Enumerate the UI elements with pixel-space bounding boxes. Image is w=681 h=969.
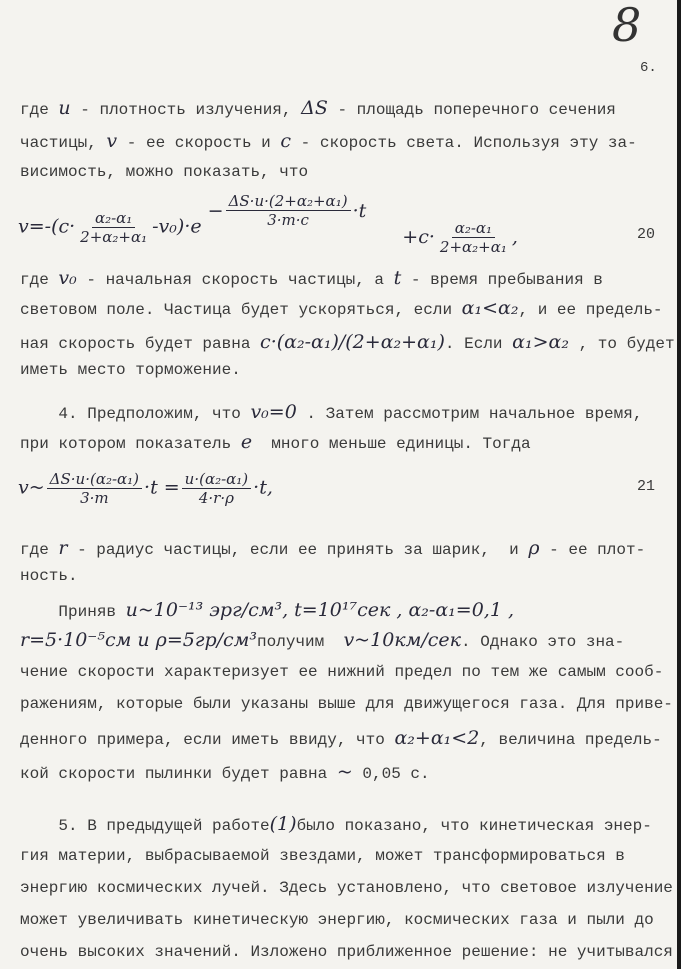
typed-text: где xyxy=(20,101,59,119)
typed-text: - площадь поперечного сечения xyxy=(327,101,616,119)
typed-text: . Если xyxy=(444,335,513,353)
text-line xyxy=(20,298,663,320)
typed-text: . Однако это зна- xyxy=(461,633,625,651)
formula-part: ·t, xyxy=(253,476,273,499)
numerator: u·(α₂-α₁) xyxy=(182,470,252,489)
typed-text: , то будет xyxy=(568,335,675,353)
formula-part: -v₀)·e xyxy=(152,215,202,238)
text-line xyxy=(20,762,430,784)
typed-text: частицы, xyxy=(20,134,107,152)
numerator: ΔS·u·(2+α₂+α₁) xyxy=(226,192,351,211)
typed-text: много меньше единицы. Тогда xyxy=(252,435,531,453)
formula-20 xyxy=(18,192,518,256)
handwritten-math: (1) xyxy=(269,813,297,835)
text-line xyxy=(20,566,78,586)
text-line xyxy=(20,98,616,120)
numerator: ΔS·u·(α₂-α₁) xyxy=(47,470,142,489)
text-line xyxy=(20,332,675,354)
handwritten-math: r xyxy=(58,537,68,559)
typed-text: получим xyxy=(257,633,344,651)
handwritten-math: e xyxy=(240,431,253,453)
denominator: 4·r·ρ xyxy=(198,489,234,507)
handwritten-math: u~10⁻¹³ эрг/см³, t=10¹⁷сек , α₂-α₁=0,1 , xyxy=(125,599,515,621)
typed-text: , и ее предель- xyxy=(518,301,663,319)
typed-text: 0,05 с. xyxy=(352,765,430,783)
text-line xyxy=(20,268,603,290)
equation-number-21: 21 xyxy=(637,478,656,495)
handwritten-math: α₁>α₂ xyxy=(512,331,569,353)
typed-text: световом поле. Частица будет ускоряться, если xyxy=(20,301,462,319)
handwritten-math: c xyxy=(280,130,292,152)
denominator: 2+α₂+α₁ xyxy=(80,228,148,246)
typed-text: чение скорости характеризует ее нижний предел по тем же самым сооб- xyxy=(20,663,664,681)
typed-text: - плотность излучения, xyxy=(70,101,302,119)
text-line xyxy=(20,600,514,622)
text-line xyxy=(20,432,531,454)
text-line xyxy=(20,131,637,153)
formula-tail xyxy=(402,219,518,256)
handwritten-math: v~10км/сек xyxy=(343,629,462,651)
handwritten-math: v₀=0 xyxy=(250,401,297,423)
text-line xyxy=(20,694,673,714)
text-line xyxy=(20,630,624,652)
page-number: 6. xyxy=(640,60,657,76)
minus-sign: − xyxy=(207,199,224,222)
formula-part: , xyxy=(511,225,518,248)
exponent xyxy=(208,192,367,229)
handwritten-math: u xyxy=(58,97,71,119)
typed-text: очень высоких значений. Изложено приближенное решение: не учитывался xyxy=(20,943,673,961)
numerator: α₂-α₁ xyxy=(452,219,495,238)
typed-text: было показано, что кинетическая энер- xyxy=(296,817,652,835)
typed-text: ражениям, которые были указаны выше для движущегося газа. Для приве- xyxy=(20,695,673,713)
text-line xyxy=(20,360,241,380)
formula-part: v~ xyxy=(18,476,45,499)
typed-text: при котором показатель xyxy=(20,435,241,453)
typed-text: энергию космических лучей. Здесь установлено, что световое излучение xyxy=(20,879,673,897)
handwritten-math: t xyxy=(393,267,402,289)
fraction xyxy=(77,209,150,246)
typed-text: денного примера, если иметь ввиду, что xyxy=(20,731,395,749)
denominator: 3·m·c xyxy=(267,211,309,229)
fraction xyxy=(226,192,351,229)
typed-text: 4. Предположим, что xyxy=(20,405,251,423)
typed-text: ная скорость будет равна xyxy=(20,335,261,353)
text-line xyxy=(20,162,308,182)
text-line xyxy=(20,846,625,866)
typed-text: ность. xyxy=(20,567,78,585)
text-line xyxy=(20,662,663,682)
handwritten-page-number: 8 xyxy=(612,0,642,52)
typed-text: - время пребывания в xyxy=(401,271,603,289)
numerator: α₂-α₁ xyxy=(92,209,135,228)
handwritten-math: v xyxy=(106,130,118,152)
formula-21 xyxy=(18,470,273,507)
equation-number-20: 20 xyxy=(637,226,656,243)
formula-part: +c· xyxy=(402,225,435,248)
typed-text: Приняв xyxy=(20,603,126,621)
typed-text: - начальная скорость частицы, а xyxy=(76,271,394,289)
text-line xyxy=(20,878,673,898)
typed-text: иметь место торможение. xyxy=(20,361,241,379)
handwritten-math: v₀ xyxy=(58,267,77,289)
typed-text: гия материи, выбрасываемой звездами, может трансформироваться в xyxy=(20,847,625,865)
handwritten-math: ΔS xyxy=(301,97,328,119)
handwritten-math: α₁<α₂ xyxy=(461,297,519,319)
text-line xyxy=(20,538,645,560)
text-line xyxy=(20,942,673,962)
text-line xyxy=(20,910,654,930)
denominator: 3·m xyxy=(80,489,109,507)
fraction xyxy=(182,470,252,507)
formula-part: ·t = xyxy=(144,476,180,499)
typed-text: - скорость света. Используя эту за- xyxy=(291,134,637,152)
formula-part: ·t xyxy=(352,199,367,222)
scan-edge xyxy=(677,0,681,969)
typed-text: - ее плот- xyxy=(539,541,646,559)
typed-text: висимость, можно показать, что xyxy=(20,163,309,181)
typed-text: - радиус частицы, если ее принять за шарик, и xyxy=(67,541,529,559)
denominator: 2+α₂+α₁ xyxy=(439,238,507,256)
typed-text: где xyxy=(20,271,59,289)
typed-text: - ее скорость и xyxy=(117,134,281,152)
handwritten-math: α₂+α₁<2 xyxy=(394,727,480,749)
handwritten-math: r=5·10⁻⁵см и ρ=5гр/см³ xyxy=(20,629,258,651)
handwritten-math: ρ xyxy=(528,537,540,559)
handwritten-math: c·(α₂-α₁)/(2+α₂+α₁) xyxy=(260,331,445,353)
typed-text: . Затем рассмотрим начальное время, xyxy=(296,405,643,423)
text-line xyxy=(20,728,662,750)
typed-text: , величина предель- xyxy=(479,731,662,749)
typed-text: может увеличивать кинетическую энергию, космических газа и пыли до xyxy=(20,911,654,929)
handwritten-math: ~ xyxy=(336,761,353,783)
text-line xyxy=(20,402,642,424)
formula-part: v=-(c· xyxy=(18,215,76,238)
typed-text: 5. В предыдущей работе xyxy=(20,817,270,835)
typed-text: кой скорости пылинки будет равна xyxy=(20,765,337,783)
typed-text: где xyxy=(20,541,59,559)
fraction xyxy=(47,470,142,507)
fraction xyxy=(437,219,510,256)
text-line xyxy=(20,814,652,836)
